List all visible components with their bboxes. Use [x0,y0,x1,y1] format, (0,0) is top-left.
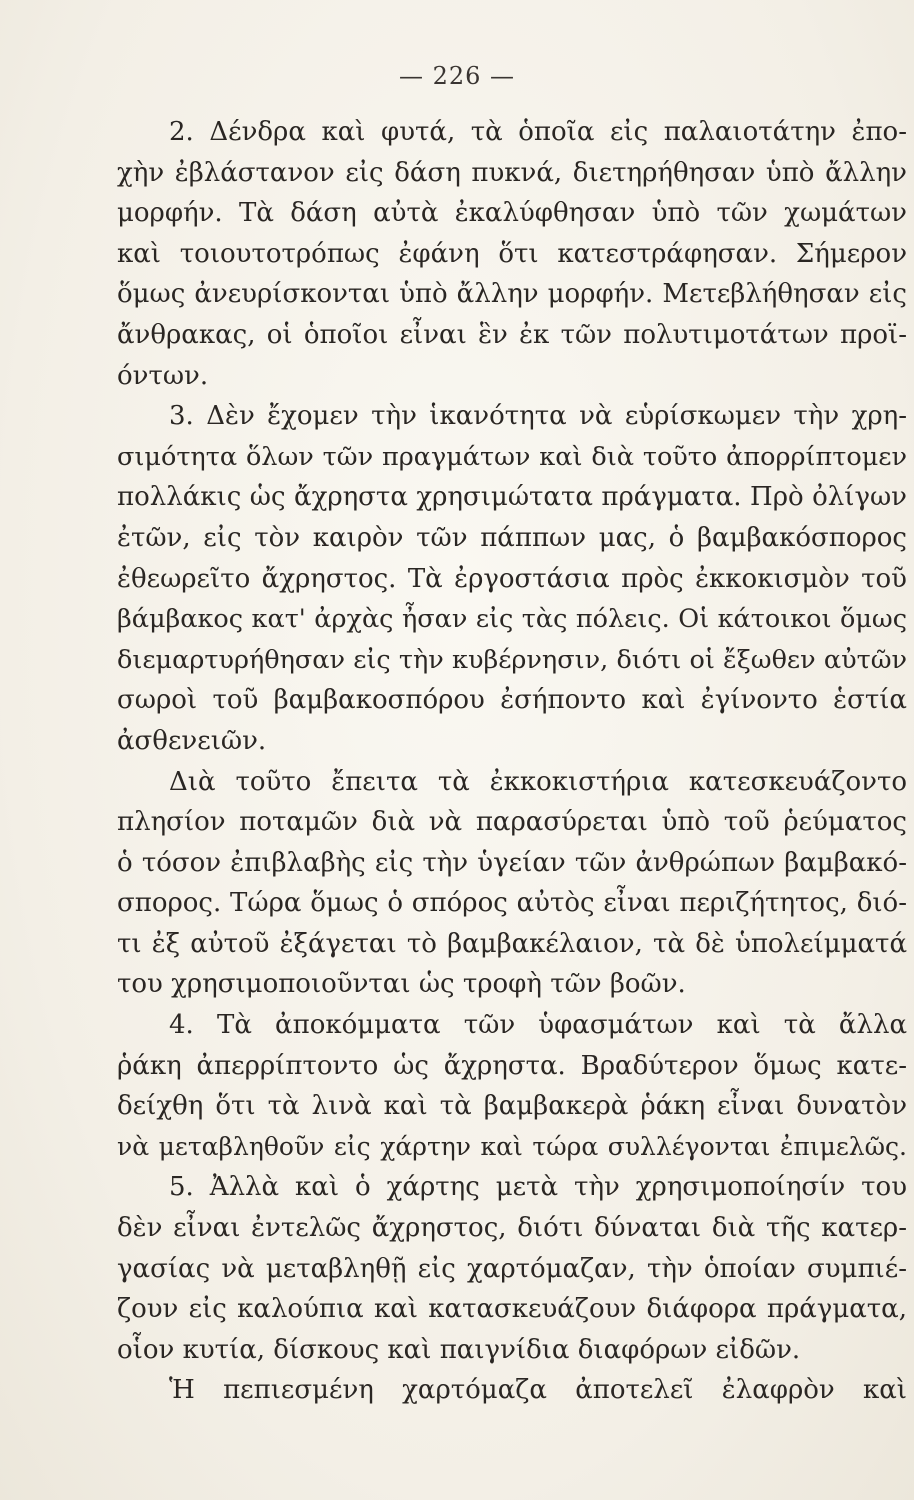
text-line: διεμαρτυρήθησαν εἰς τὴν κυβέρνησιν, διότι οἱ ἔξωθεν αὐτῶν [117,644,907,675]
text-line: χὴν ἐβλάστανον εἰς δάση πυκνά, διετηρήθησαν ὑπὸ ἄλλην [117,157,907,188]
text-line: ἀσθενειῶν. [117,725,267,756]
text-line: ὅμως ἀνευρίσκονται ὑπὸ ἄλλην μορφήν. Μετεβλήθησαν εἰς [117,279,907,310]
text-line: 4. Τὰ ἀποκόμματα τῶν ὑφασμάτων καὶ τὰ ἄλλα [169,1010,907,1041]
body-text [117,112,907,1411]
text-line: οἷον κυτία, δίσκους καὶ παιγνίδια διαφόρων εἰδῶν. [117,1334,801,1365]
text-line: όντων. [117,360,209,391]
text-line: ἐθεωρεῖτο ἄχρηστος. Τὰ ἐργοστάσια πρὸς ἐκκοκισμὸν τοῦ [117,563,907,594]
text-line: μορφήν. Τὰ δάση αὐτὰ ἐκαλύφθησαν ὑπὸ τῶν χωμάτων [117,198,907,229]
text-line: του χρησιμοποιοῦνται ὡς τροφὴ τῶν βοῶν. [117,969,686,1000]
text-line: πολλάκις ὡς ἄχρηστα χρησιμώτατα πράγματα. Πρὸ ὀλίγων [117,482,907,513]
text-line: γασίας νὰ μεταβληθῇ εἰς χαρτόμαζαν, τὴν ὁποίαν συμπιέ- [117,1253,907,1284]
text-line: ζουν εἰς καλούπια καὶ κατασκευάζουν διάφορα πράγματα, [117,1294,907,1325]
text-line: 3. Δὲν ἔχομεν τὴν ἱκανότητα νὰ εὑρίσκωμεν τὴν χρη- [169,401,907,432]
text-line: σωροὶ τοῦ βαμβακοσπόρου ἐσήποντο καὶ ἐγίνοντο ἑστία [117,685,907,716]
text-line: ὁ τόσον ἐπιβλαβὴς εἰς τὴν ὑγείαν τῶν ἀνθρώπων βαμβακό- [117,847,907,878]
text-line: δὲν εἶναι ἐντελῶς ἄχρηστος, διότι δύναται διὰ τῆς κατερ- [117,1213,907,1244]
text-line: νὰ μεταβληθοῦν εἰς χάρτην καὶ τώρα συλλέγονται ἐπιμελῶς. [117,1131,907,1161]
text-line: καὶ τοιουτοτρόπως ἐφάνη ὅτι κατεστράφησαν. Σήμερον [117,238,907,269]
text-line: δείχθη ὅτι τὰ λινὰ καὶ τὰ βαμβακερὰ ῥάκη εἶναι δυνατὸν [117,1091,907,1122]
text-line: σιμότητα ὅλων τῶν πραγμάτων καὶ διὰ τοῦτο ἀπορρίπτομεν [117,441,907,472]
page-number: — 226 — [398,62,516,90]
text-line: σπορος. Τώρα ὅμως ὁ σπόρος αὐτὸς εἶναι περιζήτητος, διό- [117,888,907,919]
text-line: ἄνθρακας, οἱ ὁποῖοι εἶναι ἓν ἐκ τῶν πολυτιμοτάτων προϊ- [117,319,907,350]
text-line: ῥάκη ἀπερρίπτοντο ὡς ἄχρηστα. Βραδύτερον ὅμως κατε- [117,1050,907,1081]
text-line: Ἡ πεπιεσμένη χαρτόμαζα ἀποτελεῖ ἐλαφρὸν καὶ [169,1375,907,1406]
text-line: πλησίον ποταμῶν διὰ νὰ παρασύρεται ὑπὸ τοῦ ῥεύματος [117,807,907,838]
text-line: Διὰ τοῦτο ἔπειτα τὰ ἐκκοκιστήρια κατεσκευάζοντο [169,766,907,797]
text-line: 5. Ἀλλὰ καὶ ὁ χάρτης μετὰ τὴν χρησιμοποίησίν του [169,1172,907,1203]
text-line: ἐτῶν, εἰς τὸν καιρὸν τῶν πάππων μας, ὁ βαμβακόσπορος [117,522,907,553]
text-line: τι ἐξ αὐτοῦ ἐξάγεται τὸ βαμβακέλαιον, τὰ δὲ ὑπολείμματά [117,928,907,959]
text-line: 2. Δένδρα καὶ φυτά, τὰ ὁποῖα εἰς παλαιοτάτην ἐπο- [169,117,907,147]
text-line: βάμβακος κατ' ἀρχὰς ἦσαν εἰς τὰς πόλεις. Οἱ κάτοικοι ὅμως [117,604,907,635]
